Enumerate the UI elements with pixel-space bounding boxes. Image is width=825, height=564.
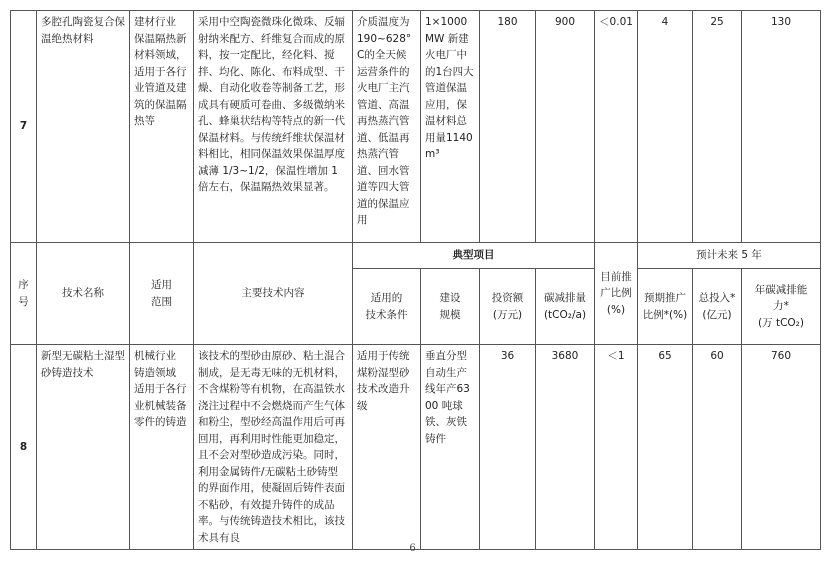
technology-content: 采用中空陶瓷微珠化微珠、反辐射纳米配方、纤维复合而成的原料，按一定配比，经化料、搅拌、均化、陈化、布料成型、干燥、自动化收卷等制备工艺，形成具有硬质可卷曲、多级微纳米孔、蜂巢状结构等特点的新一代保温材料。与传统纤维状保温材料相比，相同保温效果保温厚度减薄 1/3~1/2，保温性增加 1 倍左右，保温隔热效果显著。 (194, 11, 353, 243)
technology-name: 多腔孔陶瓷复合保温绝热材料 (37, 11, 130, 243)
annual-reduction-value: 760 (742, 345, 821, 550)
header-current-ratio: 目前推 广比例 (%) (595, 243, 638, 345)
future-ratio-value: 4 (638, 11, 693, 243)
table-row (11, 345, 821, 550)
total-investment-value: 60 (693, 345, 742, 550)
row-index: 8 (11, 345, 37, 550)
investment-value: 180 (480, 11, 536, 243)
page-number: 6 (409, 543, 416, 554)
carbon-reduction-value: 900 (536, 11, 595, 243)
technology-content: 该技术的型砂由原砂、粘土混合制成，是无毒无味的无机材料，不含煤粉等有机物，在高温铁水浇注过程中不会燃烧而产生气体和粉尘，型砂经高温作用后可再回用，再利用时性能更加稳定，且不会对型砂造成污染。同时，利用金属铸件/无碳粘土砂铸型的界面作用，使凝固后铸件表面不粘砂，有效提升铸件的成品率。与传统铸造技术相比，该技术具有良 (194, 345, 353, 550)
technology-name: 新型无碳粘土湿型砂铸造技术 (37, 345, 130, 550)
header-name: 技术名称 (37, 243, 130, 345)
investment-value: 36 (480, 345, 536, 550)
header-scale: 建设 规模 (421, 269, 480, 345)
header-future-ratio: 预期推广 比例*(%) (638, 269, 693, 345)
application-scope: 机械行业 铸造领域 适用于各行业机械装备零件的铸造 (130, 345, 194, 550)
technical-conditions: 适用于传统煤粉湿型砂技术改造升级 (353, 345, 421, 550)
technology-table (10, 10, 821, 550)
header-typical-project: 典型项目 (353, 243, 595, 269)
table-row (11, 11, 821, 243)
header-scope: 适用 范围 (130, 243, 194, 345)
total-investment-value: 25 (693, 11, 742, 243)
application-scope: 建材行业 保温隔热新材料领域，适用于各行业管道及建筑的保温隔热等 (130, 11, 194, 243)
header-conditions: 适用的 技术条件 (353, 269, 421, 345)
carbon-reduction-value: 3680 (536, 345, 595, 550)
current-ratio-value: ＜1 (595, 345, 638, 550)
header-annual-reduction: 年碳减排能 力* (万 tCO₂) (742, 269, 821, 345)
construction-scale: 垂直分型自动生产线年产6300 吨球铁、灰铁铸件 (421, 345, 480, 550)
future-ratio-value: 65 (638, 345, 693, 550)
table-header-row (11, 243, 821, 269)
header-total-investment: 总投入* (亿元) (693, 269, 742, 345)
current-ratio-value: ＜0.01 (595, 11, 638, 243)
header-reduction: 碳减排量 (tCO₂/a) (536, 269, 595, 345)
row-index: 7 (11, 11, 37, 243)
header-forecast: 预计未来 5 年 (638, 243, 821, 269)
construction-scale: 1×1000MW 新建火电厂中的1台四大管道保温应用，保温材料总用量1140m³ (421, 11, 480, 243)
header-index: 序号 (11, 243, 37, 345)
header-investment: 投资额 (万元) (480, 269, 536, 345)
technical-conditions: 介质温度为190~628°C的全天候运营条件的火电厂主汽管道、高温再热蒸汽管道、低温再热蒸汽管道、回水管道等四大管道的保温应用 (353, 11, 421, 243)
header-content: 主要技术内容 (194, 243, 353, 345)
annual-reduction-value: 130 (742, 11, 821, 243)
